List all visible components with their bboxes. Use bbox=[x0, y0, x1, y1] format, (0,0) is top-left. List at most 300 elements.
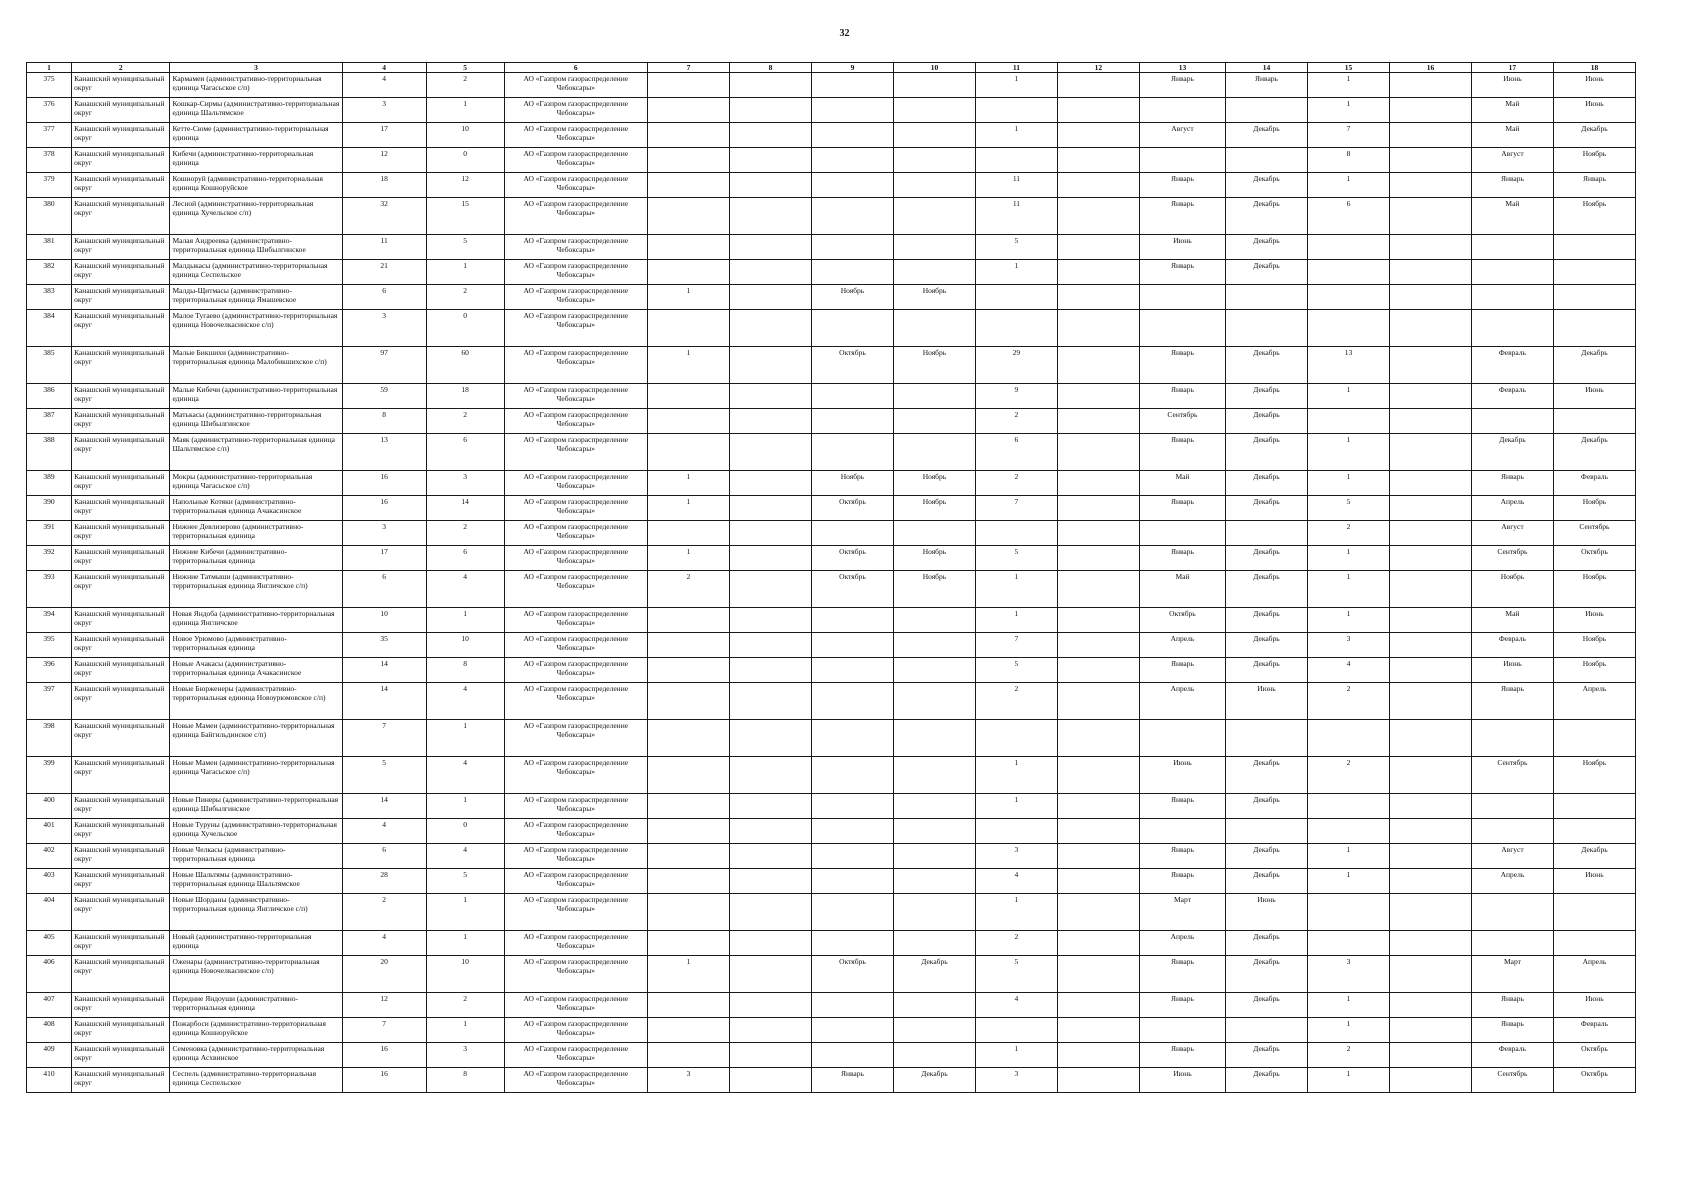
table-cell: АО «Газпром газораспределение Чебоксары» bbox=[504, 285, 647, 310]
table-cell: Январь bbox=[1139, 496, 1225, 521]
table-cell: 1 bbox=[1307, 869, 1389, 894]
table-cell: Январь bbox=[1471, 683, 1553, 720]
table-cell bbox=[1139, 819, 1225, 844]
table-cell: Февраль bbox=[1471, 384, 1553, 409]
column-header: 7 bbox=[648, 63, 730, 73]
table-cell bbox=[1389, 198, 1471, 235]
table-cell bbox=[893, 658, 975, 683]
table-cell: 1 bbox=[975, 794, 1057, 819]
table-cell bbox=[729, 434, 811, 471]
table-cell bbox=[1389, 347, 1471, 384]
table-cell: Февраль bbox=[1471, 347, 1553, 384]
table-cell: 18 bbox=[426, 384, 504, 409]
table-cell bbox=[893, 310, 975, 347]
table-row bbox=[27, 571, 1636, 608]
table-cell: 400 bbox=[27, 794, 72, 819]
table-cell: 12 bbox=[342, 993, 426, 1018]
table-cell: Январь bbox=[1471, 1018, 1553, 1043]
table-cell: Канашский муниципальный округ bbox=[72, 73, 170, 98]
table-cell: Канашский муниципальный округ bbox=[72, 993, 170, 1018]
table-cell: Канашский муниципальный округ bbox=[72, 894, 170, 931]
table-cell: Февраль bbox=[1471, 633, 1553, 658]
table-cell: 396 bbox=[27, 658, 72, 683]
table-cell: 29 bbox=[975, 347, 1057, 384]
table-cell: Июнь bbox=[1471, 73, 1553, 98]
table-cell bbox=[811, 198, 893, 235]
table-cell bbox=[648, 1043, 730, 1068]
table-cell: 382 bbox=[27, 260, 72, 285]
table-cell: 1 bbox=[426, 98, 504, 123]
table-cell: 10 bbox=[426, 633, 504, 658]
table-cell: Декабрь bbox=[1225, 1043, 1307, 1068]
table-cell bbox=[729, 73, 811, 98]
table-cell: Декабрь bbox=[1553, 434, 1635, 471]
table-cell: Нижние Татмыши (административно-территориальная единица Янгличское с/п) bbox=[170, 571, 342, 608]
table-cell bbox=[975, 720, 1057, 757]
table-cell: 0 bbox=[426, 148, 504, 173]
table-cell: 3 bbox=[975, 844, 1057, 869]
table-cell: 10 bbox=[342, 608, 426, 633]
table-cell bbox=[1389, 956, 1471, 993]
table-cell: Канашский муниципальный округ bbox=[72, 720, 170, 757]
table-cell: Август bbox=[1471, 844, 1553, 869]
table-cell bbox=[1389, 757, 1471, 794]
table-cell: Ноябрь bbox=[1553, 571, 1635, 608]
table-cell: Июнь bbox=[1139, 1068, 1225, 1093]
table-cell bbox=[1057, 434, 1139, 471]
table-cell bbox=[1389, 235, 1471, 260]
table-cell: 7 bbox=[975, 633, 1057, 658]
table-cell: АО «Газпром газораспределение Чебоксары» bbox=[504, 757, 647, 794]
table-row bbox=[27, 173, 1636, 198]
table-cell: 1 bbox=[1307, 1018, 1389, 1043]
table-cell bbox=[893, 434, 975, 471]
table-cell: 378 bbox=[27, 148, 72, 173]
table-cell: АО «Газпром газораспределение Чебоксары» bbox=[504, 521, 647, 546]
table-cell bbox=[1389, 260, 1471, 285]
table-cell: Канашский муниципальный округ bbox=[72, 496, 170, 521]
table-cell: Декабрь bbox=[1225, 844, 1307, 869]
table-cell bbox=[811, 633, 893, 658]
table-cell: 6 bbox=[342, 844, 426, 869]
table-cell bbox=[1553, 720, 1635, 757]
table-cell: Канашский муниципальный округ bbox=[72, 844, 170, 869]
table-cell bbox=[975, 98, 1057, 123]
table-cell: Декабрь bbox=[1225, 384, 1307, 409]
table-cell: АО «Газпром газораспределение Чебоксары» bbox=[504, 1043, 647, 1068]
table-row bbox=[27, 235, 1636, 260]
table-cell: Малое Тугаево (административно-территориальная единица Новочелкасинское с/п) bbox=[170, 310, 342, 347]
table-cell: 395 bbox=[27, 633, 72, 658]
table-cell bbox=[1057, 173, 1139, 198]
table-cell bbox=[1225, 819, 1307, 844]
table-cell: Канашский муниципальный округ bbox=[72, 608, 170, 633]
table-cell: 8 bbox=[1307, 148, 1389, 173]
table-cell bbox=[1389, 819, 1471, 844]
table-cell: 3 bbox=[426, 471, 504, 496]
table-cell bbox=[1553, 819, 1635, 844]
table-cell bbox=[1139, 285, 1225, 310]
table-cell: Апрель bbox=[1471, 869, 1553, 894]
table-cell bbox=[811, 1043, 893, 1068]
table-cell bbox=[1471, 409, 1553, 434]
table-cell: 1 bbox=[648, 496, 730, 521]
table-cell: Новые Шорданы (административно-территориальная единица Янгличское с/п) bbox=[170, 894, 342, 931]
table-cell bbox=[1389, 720, 1471, 757]
table-cell bbox=[1389, 173, 1471, 198]
table-cell: 1 bbox=[648, 956, 730, 993]
table-cell: АО «Газпром газораспределение Чебоксары» bbox=[504, 471, 647, 496]
table-cell: Апрель bbox=[1139, 683, 1225, 720]
table-cell bbox=[1389, 608, 1471, 633]
table-cell bbox=[811, 720, 893, 757]
table-cell: Январь bbox=[1139, 384, 1225, 409]
table-cell bbox=[648, 521, 730, 546]
table-cell bbox=[1389, 384, 1471, 409]
table-cell bbox=[729, 1068, 811, 1093]
table-cell: 0 bbox=[426, 310, 504, 347]
column-header: 16 bbox=[1389, 63, 1471, 73]
table-cell bbox=[1307, 819, 1389, 844]
table-row bbox=[27, 496, 1636, 521]
table-cell bbox=[1471, 931, 1553, 956]
table-cell: Напольные Котяки (административно-территориальная единица Ачакасинское bbox=[170, 496, 342, 521]
table-cell: 384 bbox=[27, 310, 72, 347]
table-cell: Январь bbox=[811, 1068, 893, 1093]
table-row bbox=[27, 844, 1636, 869]
table-cell: 6 bbox=[342, 571, 426, 608]
table-cell: АО «Газпром газораспределение Чебоксары» bbox=[504, 310, 647, 347]
table-cell: Канашский муниципальный округ bbox=[72, 757, 170, 794]
table-cell: АО «Газпром газораспределение Чебоксары» bbox=[504, 794, 647, 819]
table-cell: Новые Туруны (административно-территориальная единица Хучельское bbox=[170, 819, 342, 844]
table-cell: 4 bbox=[975, 869, 1057, 894]
table-row bbox=[27, 198, 1636, 235]
table-cell: 1 bbox=[648, 285, 730, 310]
table-cell: Январь bbox=[1471, 173, 1553, 198]
table-row bbox=[27, 819, 1636, 844]
table-cell bbox=[1471, 819, 1553, 844]
table-cell bbox=[1307, 894, 1389, 931]
table-cell bbox=[1139, 521, 1225, 546]
table-cell: 391 bbox=[27, 521, 72, 546]
table-cell: Декабрь bbox=[1225, 794, 1307, 819]
table-row bbox=[27, 1068, 1636, 1093]
table-cell bbox=[729, 1043, 811, 1068]
table-cell: АО «Газпром газораспределение Чебоксары» bbox=[504, 1068, 647, 1093]
table-cell bbox=[893, 521, 975, 546]
table-cell: Декабрь bbox=[1225, 347, 1307, 384]
table-cell: АО «Газпром газораспределение Чебоксары» bbox=[504, 683, 647, 720]
column-header: 18 bbox=[1553, 63, 1635, 73]
table-cell bbox=[811, 173, 893, 198]
table-cell: 386 bbox=[27, 384, 72, 409]
table-cell: Малые Кибечи (административно-территориальная единица bbox=[170, 384, 342, 409]
table-cell bbox=[1389, 98, 1471, 123]
table-cell: АО «Газпром газораспределение Чебоксары» bbox=[504, 173, 647, 198]
table-cell bbox=[648, 608, 730, 633]
table-cell: 1 bbox=[1307, 1068, 1389, 1093]
table-cell: 16 bbox=[342, 471, 426, 496]
table-cell: Декабрь bbox=[1553, 844, 1635, 869]
table-cell: Матькасы (административно-территориальная единица Шибылгинское bbox=[170, 409, 342, 434]
table-cell: 5 bbox=[1307, 496, 1389, 521]
table-cell bbox=[729, 608, 811, 633]
table-cell bbox=[893, 384, 975, 409]
table-row bbox=[27, 123, 1636, 148]
table-cell: 406 bbox=[27, 956, 72, 993]
table-cell: 397 bbox=[27, 683, 72, 720]
table-cell: 8 bbox=[342, 409, 426, 434]
data-table bbox=[26, 62, 1636, 1093]
table-cell bbox=[1553, 235, 1635, 260]
table-cell: Декабрь bbox=[1225, 993, 1307, 1018]
table-cell: Январь bbox=[1139, 956, 1225, 993]
table-cell: 381 bbox=[27, 235, 72, 260]
table-cell bbox=[811, 993, 893, 1018]
table-cell: Ноябрь bbox=[811, 471, 893, 496]
table-cell: АО «Газпром газораспределение Чебоксары» bbox=[504, 148, 647, 173]
table-cell bbox=[729, 198, 811, 235]
column-header: 8 bbox=[729, 63, 811, 73]
table-cell bbox=[648, 794, 730, 819]
table-row bbox=[27, 260, 1636, 285]
table-cell bbox=[1057, 260, 1139, 285]
table-cell: 32 bbox=[342, 198, 426, 235]
table-cell bbox=[1553, 894, 1635, 931]
table-cell: Канашский муниципальный округ bbox=[72, 123, 170, 148]
table-cell bbox=[1057, 819, 1139, 844]
table-cell: Канашский муниципальный округ bbox=[72, 148, 170, 173]
table-cell: Нижнее Девлизерово (административно-территориальная единица bbox=[170, 521, 342, 546]
table-cell bbox=[975, 1018, 1057, 1043]
table-cell: 1 bbox=[426, 1018, 504, 1043]
table-cell: 3 bbox=[1307, 633, 1389, 658]
table-cell bbox=[1225, 521, 1307, 546]
table-row bbox=[27, 608, 1636, 633]
table-cell: Декабрь bbox=[1225, 173, 1307, 198]
table-cell bbox=[648, 993, 730, 1018]
table-cell: Июнь bbox=[1225, 683, 1307, 720]
table-row bbox=[27, 434, 1636, 471]
table-cell: Декабрь bbox=[1225, 658, 1307, 683]
table-cell: 12 bbox=[426, 173, 504, 198]
table-cell: 1 bbox=[426, 794, 504, 819]
table-cell: 17 bbox=[342, 123, 426, 148]
column-header: 11 bbox=[975, 63, 1057, 73]
table-cell bbox=[1139, 98, 1225, 123]
table-cell: 2 bbox=[975, 683, 1057, 720]
table-cell: 5 bbox=[975, 658, 1057, 683]
table-cell: Канашский муниципальный округ bbox=[72, 546, 170, 571]
table-cell: Май bbox=[1471, 123, 1553, 148]
table-cell bbox=[1471, 794, 1553, 819]
table-cell: 379 bbox=[27, 173, 72, 198]
table-cell: 16 bbox=[342, 496, 426, 521]
table-cell bbox=[1225, 310, 1307, 347]
table-cell: 6 bbox=[342, 285, 426, 310]
table-cell: Июнь bbox=[1139, 235, 1225, 260]
table-cell: Декабрь bbox=[1225, 931, 1307, 956]
table-cell bbox=[893, 123, 975, 148]
table-cell: АО «Газпром газораспределение Чебоксары» bbox=[504, 993, 647, 1018]
table-cell bbox=[1225, 285, 1307, 310]
table-row bbox=[27, 384, 1636, 409]
table-cell bbox=[811, 310, 893, 347]
table-cell: 14 bbox=[426, 496, 504, 521]
table-cell: АО «Газпром газораспределение Чебоксары» bbox=[504, 633, 647, 658]
table-cell bbox=[811, 98, 893, 123]
table-cell: 6 bbox=[1307, 198, 1389, 235]
table-cell: Апрель bbox=[1471, 496, 1553, 521]
table-cell: 393 bbox=[27, 571, 72, 608]
table-cell: 1 bbox=[1307, 571, 1389, 608]
table-cell bbox=[1057, 148, 1139, 173]
table-cell: 377 bbox=[27, 123, 72, 148]
table-cell: Канашский муниципальный округ bbox=[72, 384, 170, 409]
table-cell: 11 bbox=[975, 173, 1057, 198]
table-row bbox=[27, 98, 1636, 123]
table-cell: Канашский муниципальный округ bbox=[72, 794, 170, 819]
table-cell bbox=[1307, 720, 1389, 757]
table-cell: Январь bbox=[1139, 844, 1225, 869]
table-cell: 1 bbox=[975, 123, 1057, 148]
table-cell: Декабрь bbox=[1225, 260, 1307, 285]
table-cell: Новые Мамеи (административно-территориальная единица Байгильдинское с/п) bbox=[170, 720, 342, 757]
table-row bbox=[27, 869, 1636, 894]
table-cell: Сентябрь bbox=[1471, 1068, 1553, 1093]
table-cell bbox=[1057, 794, 1139, 819]
table-cell: 9 bbox=[975, 384, 1057, 409]
table-cell bbox=[648, 844, 730, 869]
table-cell: Кибечи (административно-территориальная единица bbox=[170, 148, 342, 173]
table-cell bbox=[729, 571, 811, 608]
table-cell: АО «Газпром газораспределение Чебоксары» bbox=[504, 844, 647, 869]
table-cell: Январь bbox=[1139, 1043, 1225, 1068]
table-cell: 60 bbox=[426, 347, 504, 384]
table-cell: Август bbox=[1471, 521, 1553, 546]
table-cell: 6 bbox=[426, 546, 504, 571]
table-cell: 2 bbox=[426, 993, 504, 1018]
table-cell: 392 bbox=[27, 546, 72, 571]
table-cell: Август bbox=[1471, 148, 1553, 173]
table-cell: Ноябрь bbox=[1553, 496, 1635, 521]
table-cell: Октябрь bbox=[1553, 546, 1635, 571]
table-cell bbox=[811, 794, 893, 819]
table-cell: Канашский муниципальный округ bbox=[72, 683, 170, 720]
table-cell bbox=[648, 98, 730, 123]
table-cell: 1 bbox=[426, 894, 504, 931]
table-cell: Канашский муниципальный округ bbox=[72, 347, 170, 384]
table-cell: 387 bbox=[27, 409, 72, 434]
table-cell: Май bbox=[1471, 608, 1553, 633]
table-cell: Май bbox=[1471, 198, 1553, 235]
table-cell: 2 bbox=[426, 521, 504, 546]
table-cell: Ноябрь bbox=[893, 496, 975, 521]
table-cell bbox=[1057, 1043, 1139, 1068]
table-row bbox=[27, 956, 1636, 993]
table-cell bbox=[648, 434, 730, 471]
table-row bbox=[27, 409, 1636, 434]
table-cell: 4 bbox=[426, 757, 504, 794]
table-cell: 410 bbox=[27, 1068, 72, 1093]
table-row bbox=[27, 1043, 1636, 1068]
table-cell bbox=[811, 73, 893, 98]
table-cell bbox=[1057, 956, 1139, 993]
table-cell: 2 bbox=[426, 73, 504, 98]
table-cell bbox=[893, 633, 975, 658]
column-header: 14 bbox=[1225, 63, 1307, 73]
table-cell: 2 bbox=[426, 285, 504, 310]
table-cell: Декабрь bbox=[1225, 198, 1307, 235]
table-cell bbox=[729, 683, 811, 720]
table-cell: Октябрь bbox=[1553, 1068, 1635, 1093]
table-cell: Декабрь bbox=[1225, 496, 1307, 521]
table-cell: Малые Бикшихи (административно-территориальная единица Малобикшихское с/п) bbox=[170, 347, 342, 384]
table-cell bbox=[648, 683, 730, 720]
table-cell: 6 bbox=[426, 434, 504, 471]
table-cell: Новые Мамеи (административно-территориальная единица Чагасьское с/п) bbox=[170, 757, 342, 794]
table-cell: Пожарбоси (административно-территориальная единица Кошноруйское bbox=[170, 1018, 342, 1043]
table-cell: 14 bbox=[342, 683, 426, 720]
table-cell: 2 bbox=[1307, 757, 1389, 794]
table-cell: Канашский муниципальный округ bbox=[72, 1018, 170, 1043]
table-cell: Февраль bbox=[1471, 1043, 1553, 1068]
table-cell: Январь bbox=[1139, 173, 1225, 198]
table-cell: 21 bbox=[342, 260, 426, 285]
table-cell: 407 bbox=[27, 993, 72, 1018]
table-cell: Июнь bbox=[1139, 757, 1225, 794]
table-cell bbox=[1389, 844, 1471, 869]
table-cell: Апрель bbox=[1553, 956, 1635, 993]
table-cell bbox=[1307, 931, 1389, 956]
table-cell: АО «Газпром газораспределение Чебоксары» bbox=[504, 571, 647, 608]
table-cell bbox=[648, 384, 730, 409]
table-cell bbox=[893, 608, 975, 633]
table-cell: Ноябрь bbox=[1553, 148, 1635, 173]
table-cell bbox=[1389, 658, 1471, 683]
table-cell: 35 bbox=[342, 633, 426, 658]
table-cell: АО «Газпром газораспределение Чебоксары» bbox=[504, 347, 647, 384]
table-cell: Январь bbox=[1139, 658, 1225, 683]
table-cell: 4 bbox=[426, 683, 504, 720]
table-cell: 1 bbox=[426, 720, 504, 757]
table-cell: 1 bbox=[1307, 98, 1389, 123]
table-cell bbox=[1139, 310, 1225, 347]
table-cell bbox=[1139, 720, 1225, 757]
table-cell: Малая Андреевка (административно-территориальная единица Шибылгинское bbox=[170, 235, 342, 260]
table-cell: 14 bbox=[342, 794, 426, 819]
table-cell bbox=[811, 235, 893, 260]
table-cell bbox=[1139, 148, 1225, 173]
table-cell: Декабрь bbox=[1553, 123, 1635, 148]
table-cell bbox=[1553, 310, 1635, 347]
table-cell bbox=[893, 720, 975, 757]
table-cell: Новая Яндоба (административно-территориальная единица Янгличское bbox=[170, 608, 342, 633]
table-cell: 1 bbox=[426, 931, 504, 956]
table-cell bbox=[811, 894, 893, 931]
table-cell bbox=[648, 757, 730, 794]
table-cell: 7 bbox=[975, 496, 1057, 521]
table-cell bbox=[1057, 521, 1139, 546]
table-cell: 0 bbox=[426, 819, 504, 844]
table-cell bbox=[648, 198, 730, 235]
table-cell: 1 bbox=[975, 1043, 1057, 1068]
table-cell: АО «Газпром газораспределение Чебоксары» bbox=[504, 1018, 647, 1043]
table-cell: Февраль bbox=[1553, 471, 1635, 496]
table-cell: 404 bbox=[27, 894, 72, 931]
table-cell bbox=[729, 993, 811, 1018]
